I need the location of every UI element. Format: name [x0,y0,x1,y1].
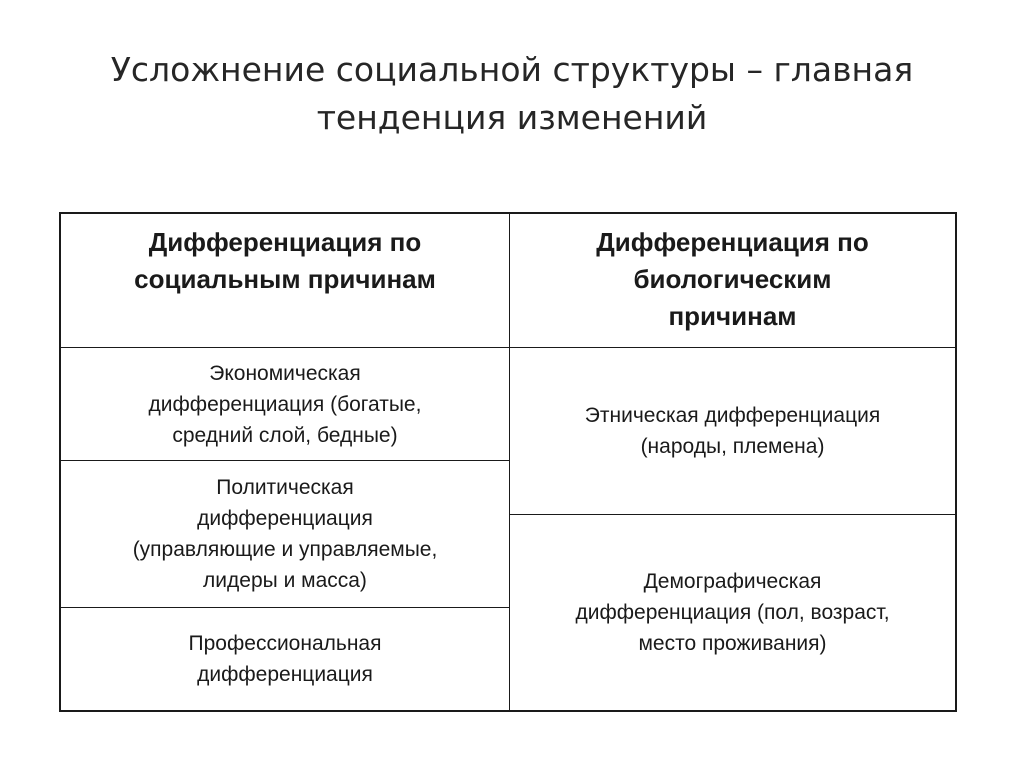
header-line: Дифференциация по [148,227,422,257]
cell-line: Политическая [216,476,354,499]
cell-demographic-differentiation [510,515,955,710]
cell-economic-differentiation [61,348,509,460]
cell-line: дифференциация [197,663,373,686]
cell-political-differentiation [61,461,509,607]
cell-line: средний слой, бедные) [172,423,398,447]
cell-line: (народы, племена) [640,435,825,458]
header-biological-causes [510,214,955,347]
cell-line: дифференциация [197,507,373,530]
cell-professional-differentiation [61,608,509,710]
cell-ethnic-differentiation [510,348,955,514]
cell-line: дифференциация (пол, возраст, [575,601,890,624]
cell-line: Профессиональная [188,632,382,655]
cell-line: (управляющие и управляемые, [132,538,438,561]
cell-line: Этническая дифференциация [584,404,881,427]
header-line: биологическим [633,264,832,294]
differentiation-table [59,212,957,712]
header-line: Дифференциация по [596,227,869,257]
cell-line: лидеры и масса) [203,569,367,592]
cell-line: Демографическая [643,570,822,593]
slide-title [40,46,984,142]
cell-line: Экономическая [209,361,361,385]
title-line-2: тенденция изменений [316,98,708,137]
header-line: причинам [668,301,797,331]
title-line-1: Усложнение социальной структуры – главная [110,50,914,89]
header-line: социальным причинам [134,264,436,294]
cell-line: место проживания) [638,632,827,655]
header-social-causes [61,214,509,347]
cell-line: дифференциация (богатые, [148,392,422,416]
